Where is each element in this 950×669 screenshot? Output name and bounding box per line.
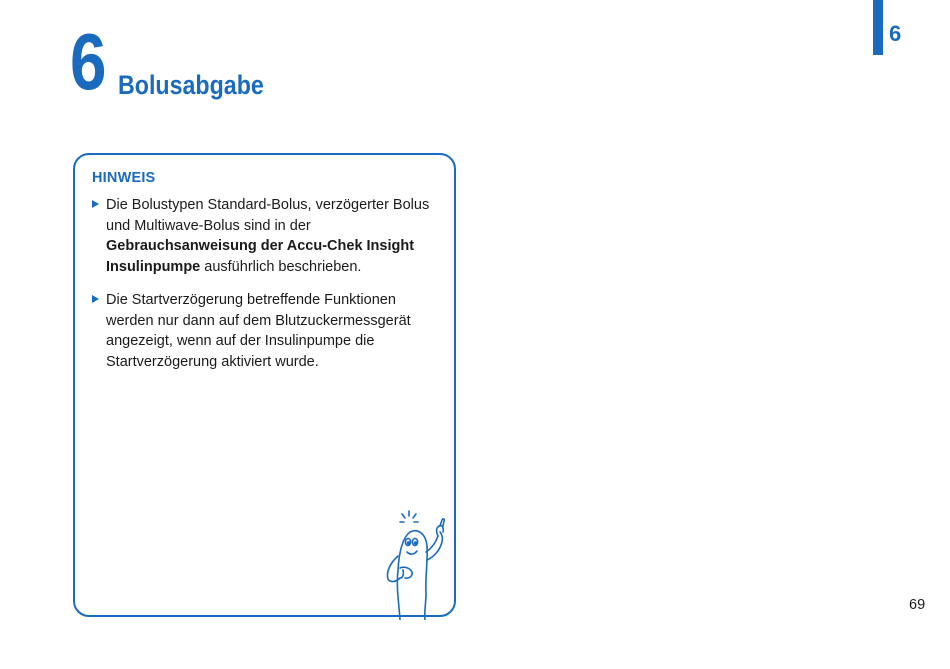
chapter-tab-number: 6 [889,21,902,46]
triangle-right-icon [92,295,99,303]
chapter-title: Bolusabgabe [118,70,264,100]
note-list [92,195,444,385]
mascot-idea-icon [380,508,450,620]
chapter-number: 6 [70,17,105,106]
note-item [92,195,444,277]
note-item-text: Die Startverzögerung betreffende Funktionen werden nur dann auf dem Blutzuckermessgerät angezeigt, wenn auf der Insulinpumpe die Startverzögerung aktiviert wurde. [106,292,411,370]
note-heading: HINWEIS [92,170,156,186]
note-item-text: Die Bolustypen Standard-Bolus, verzögerter Bolus und Multiwave-Bolus sind in der [106,197,430,234]
note-item-text-end: ausführlich beschrieben. [200,258,362,275]
chapter-tab-marker [873,0,883,55]
note-item [92,290,444,372]
note-item-bold-text: Gebrauchsanweisung der Accu-Chek Insight Insulinpumpe [106,238,415,275]
triangle-right-icon [92,200,99,208]
page-number: 69 [909,597,926,613]
